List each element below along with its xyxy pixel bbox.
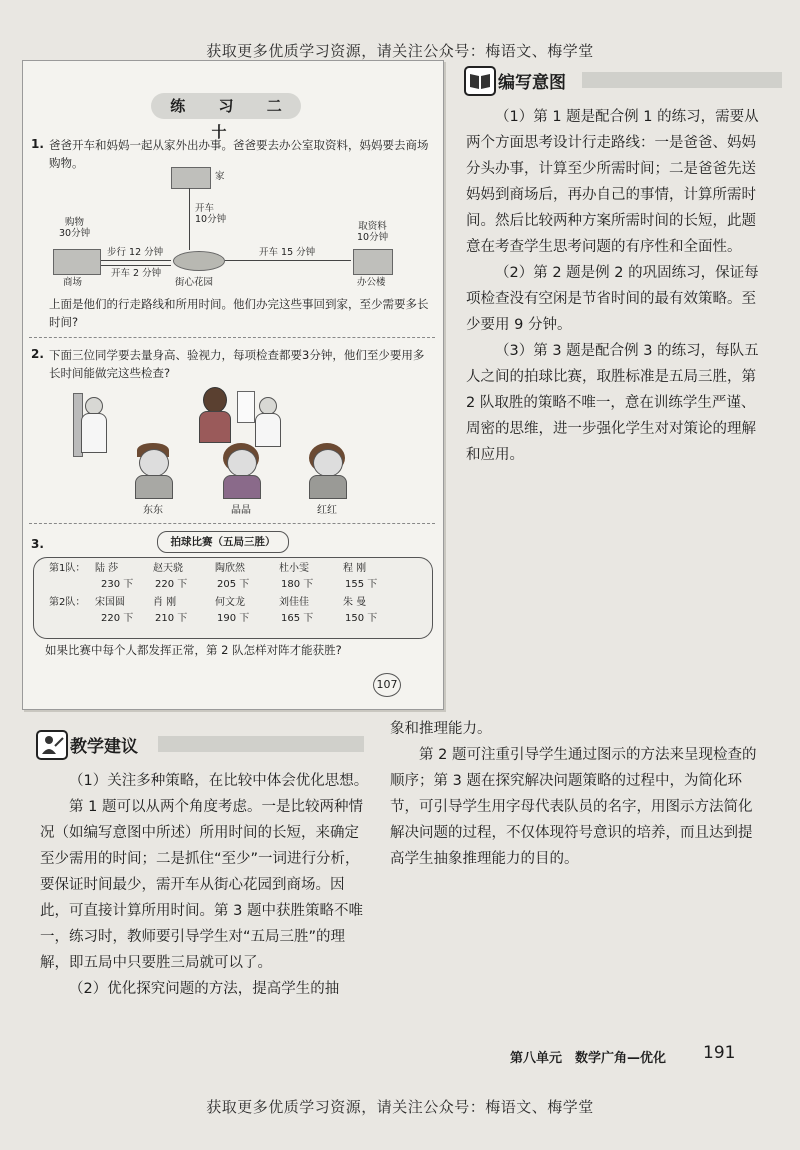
team2-player: 何文龙 — [215, 597, 245, 608]
team1-player: 陶欣然 — [215, 563, 245, 574]
team1-player: 陆 莎 — [95, 563, 119, 574]
team2-player: 肖 刚 — [153, 597, 177, 608]
office-label: 办公楼 — [357, 277, 386, 288]
teaching-p3: （2）优化探究问题的方法，提高学生的抽 — [69, 981, 340, 997]
q1-question: 上面是他们的行走路线和所用时间。他们办完这些事回到家，至少需要多长时间? — [49, 297, 429, 329]
mall-label: 商场 — [63, 277, 83, 288]
team1-score: 230 下 — [101, 579, 134, 590]
footer-unit: 第八单元 数学广角—优化 — [510, 1051, 667, 1066]
exercise-page-number: 107 — [373, 673, 401, 697]
garden-label: 街心花园 — [175, 277, 214, 288]
design-intent-p3: （3）第 3 题是配合例 3 的练习，每队五人之间的拍球比赛，取胜标准是五局三胜，第 2 队取胜的策略不唯一，意在训练学生严谨、周密的思维，进一步强化学生对对策论的理解和应用。 — [466, 343, 759, 463]
doctor-body-icon — [81, 413, 107, 453]
team2-score: 165 下 — [281, 613, 314, 624]
teaching-body-right — [390, 716, 760, 872]
design-intent-body — [466, 104, 766, 468]
teacher-icon — [36, 730, 68, 760]
book-icon — [464, 66, 496, 96]
student-back-icon — [203, 387, 227, 413]
team2-player: 刘佳佳 — [279, 597, 309, 608]
teaching-heading: 教学建议 — [70, 737, 138, 757]
design-intent-heading: 编写意图 — [498, 73, 566, 93]
teaching-p4: 象和推理能力。 — [390, 721, 492, 737]
kid-jingjing — [219, 443, 263, 499]
student-body-icon — [199, 411, 231, 443]
eye-chart-icon — [237, 391, 255, 423]
drive15-label: 开车 15 分钟 — [259, 247, 316, 258]
drive-home-label: 开车 10分钟 — [195, 203, 227, 225]
route-walk — [101, 260, 171, 261]
team1-player: 杜小雯 — [279, 563, 309, 574]
header-bar — [582, 72, 782, 88]
kid-name-1: 东东 — [143, 505, 163, 516]
kid-name-2: 晶晶 — [231, 505, 251, 516]
team1-score: 155 下 — [345, 579, 378, 590]
teaching-p2: 第 1 题可以从两个角度考虑。一是比较两种情况（如编写意图中所述）所用时间的长短，来确定至少需用的时间；二是抓住“至少”一词进行分析，要保证时间最少，需开车从街心花园到商场。因此，可直接计算所用时间。第 3 题中获胜策略不唯一，练习时，教师要引导学生对“五局三胜”的理解，即五局中只要胜三局就可以了。 — [40, 799, 363, 971]
mall-time-label: 购物 30分钟 — [59, 217, 91, 239]
design-intent-p2: （2）第 2 题是例 2 的巩固练习，保证每项检查没有空闲是节省时间的最有效策略。至少要用 9 分钟。 — [466, 265, 759, 333]
team1-player: 程 刚 — [343, 563, 367, 574]
team1-player: 赵天骁 — [153, 563, 183, 574]
drive2-label: 开车 2 分钟 — [111, 268, 162, 279]
kid-name-3: 红红 — [317, 505, 337, 516]
watermark-top: 获取更多优质学习资源，请关注公众号：梅语文、梅学堂 — [206, 42, 594, 60]
exercise-title: 练 习 二 十 — [151, 93, 301, 119]
q3-question: 如果比赛中每个人都发挥正常，第 2 队怎样对阵才能获胜? — [45, 643, 342, 657]
team2-score: 210 下 — [155, 613, 188, 624]
mall-building-icon — [53, 249, 101, 275]
office-building-icon — [353, 249, 393, 275]
walk-label: 步行 12 分钟 — [107, 247, 164, 258]
route-drive15 — [225, 260, 351, 261]
header-bar — [158, 736, 364, 752]
home-house-icon — [171, 167, 211, 189]
team2-score: 220 下 — [101, 613, 134, 624]
exercise-page — [22, 60, 444, 710]
q1-number: 1. — [31, 137, 44, 151]
team2-score: 150 下 — [345, 613, 378, 624]
q1-text: 爸爸开车和妈妈一起从家外出办事。爸爸要去办公室取资料，妈妈要去商场购物。 — [49, 138, 429, 170]
q2-text: 下面三位同学要去量身高、验视力，每项检查都要3分钟，他们至少要用多长时间能做完这些检查? — [49, 348, 425, 380]
route-home-garden — [189, 188, 190, 250]
teaching-p1: （1）关注多种策略，在比较中体会优化思想。 — [69, 773, 369, 789]
team1-score: 220 下 — [155, 579, 188, 590]
team2-player: 朱 曼 — [343, 597, 367, 608]
design-intent-header — [464, 66, 784, 94]
teaching-header — [36, 730, 366, 758]
garden-icon — [173, 251, 225, 271]
score-table-title: 拍球比赛（五局三胜） — [157, 531, 289, 553]
design-intent-p1: （1）第 1 题是配合例 1 的练习，需要从两个方面思考设计行走路线：一是爸爸、妈妈分头办事，计算至少所需时间；二是爸爸先送妈妈到商场后，再办自己的事情，计算所需时间。然后比较两种方案所需时间的长短，此题意在考查学生思考问题的有序性和全面性。 — [466, 109, 759, 255]
route-drive2 — [101, 265, 171, 266]
teaching-p5: 第 2 题可注重引导学生通过图示的方法来呈现检查的顺序；第 3 题在探究解决问题策略的过程中，为简化环节，可引导学生用字母代表队员的名字，用图示方法简化解决问题的过程，不仅体现符号意识的培养，而且达到提高学生抽象推理能力的目的。 — [390, 747, 757, 867]
footer-page-number: 191 — [703, 1043, 736, 1063]
watermark-bottom: 获取更多优质学习资源，请关注公众号：梅语文、梅学堂 — [206, 1098, 594, 1116]
fetch-label: 取资料 10分钟 — [357, 221, 389, 243]
q3-number: 3. — [31, 537, 44, 551]
team1-label: 第1队： — [49, 563, 86, 574]
team1-score: 180 下 — [281, 579, 314, 590]
q2-number: 2. — [31, 347, 44, 361]
kid-dongdong — [131, 443, 175, 499]
kid-honghong — [305, 443, 349, 499]
team2-label: 第2队： — [49, 597, 86, 608]
nurse-body-icon — [255, 413, 281, 447]
home-label: 家 — [215, 171, 225, 182]
divider — [29, 337, 435, 338]
team2-score: 190 下 — [217, 613, 250, 624]
teaching-body-left — [40, 768, 370, 1002]
team2-player: 宋国圆 — [95, 597, 125, 608]
divider — [29, 523, 435, 524]
team1-score: 205 下 — [217, 579, 250, 590]
